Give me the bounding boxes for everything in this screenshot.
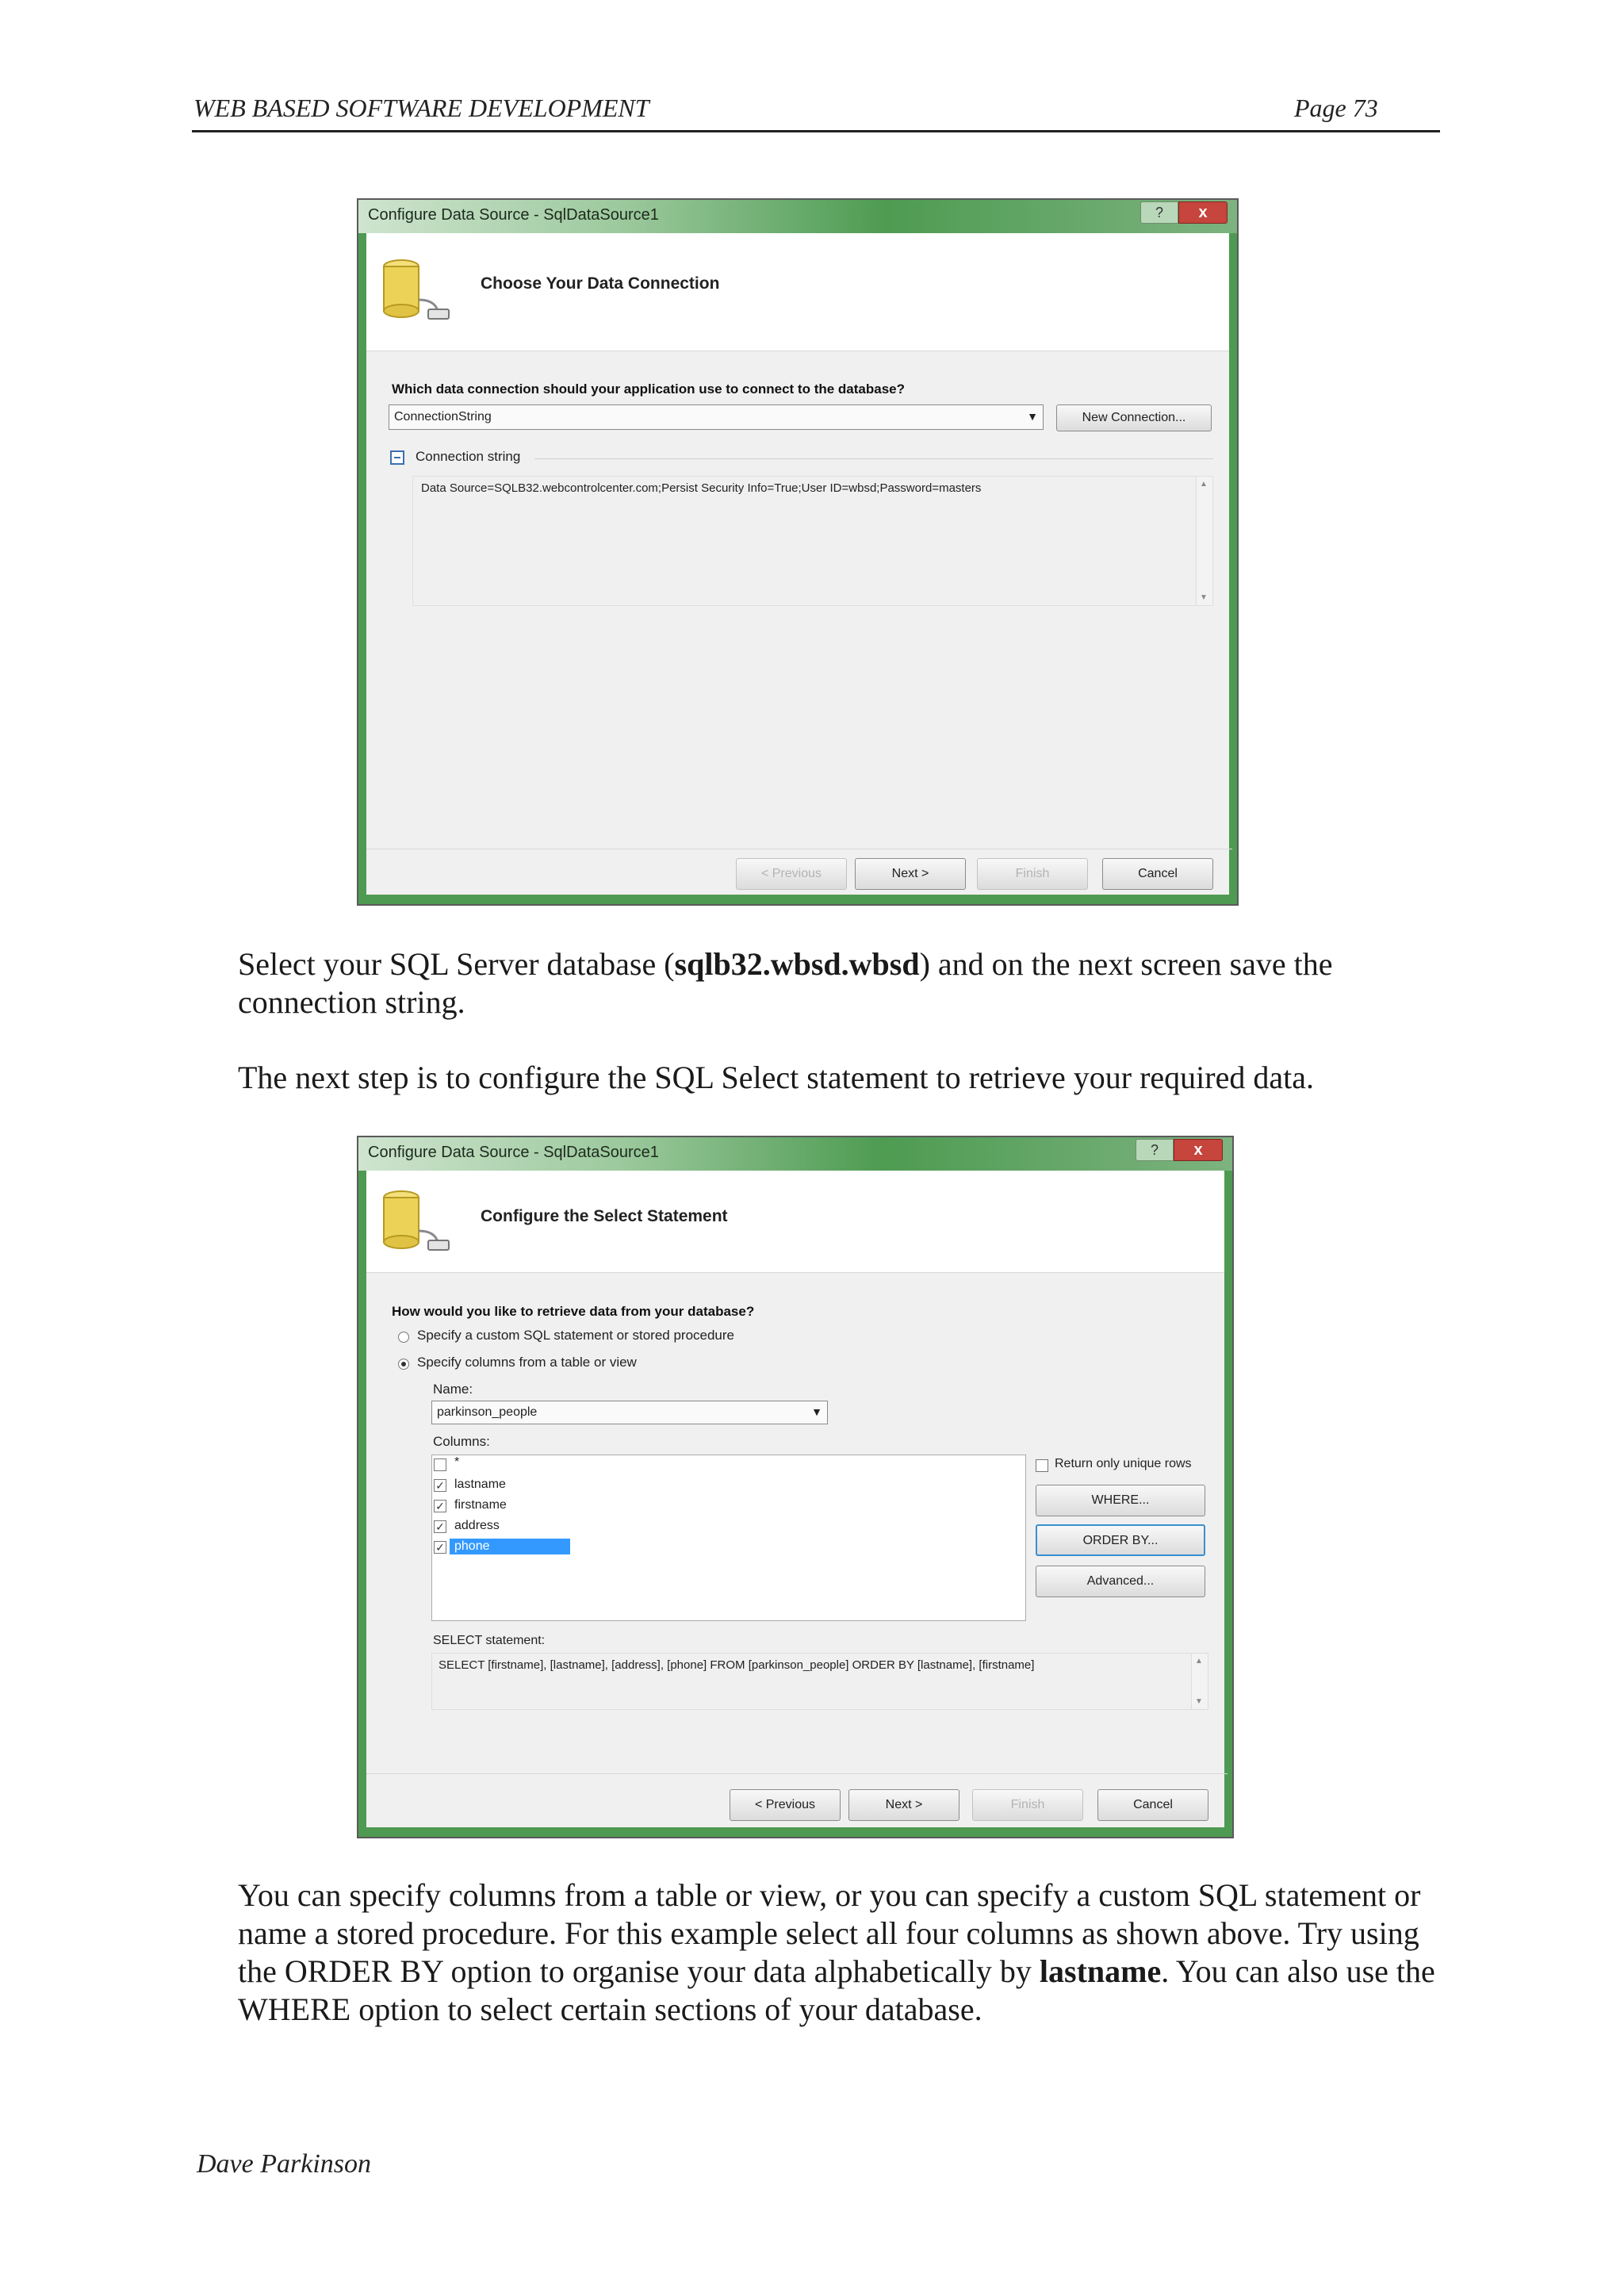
collapse-toggle-icon[interactable] <box>390 450 404 465</box>
connection-string-box[interactable] <box>412 476 1213 606</box>
dialog-title: Configure Data Source - SqlDataSource1 <box>368 206 659 224</box>
cancel-button[interactable]: Cancel <box>1097 1789 1208 1821</box>
order-by-button[interactable]: ORDER BY... <box>1036 1524 1205 1556</box>
dialog-header-band <box>366 1171 1224 1273</box>
column-checkbox-lastname[interactable]: ✓ <box>434 1479 446 1492</box>
header-rule <box>192 130 1440 132</box>
new-connection-button[interactable]: New Connection... <box>1056 404 1212 431</box>
next-button[interactable]: Next > <box>848 1789 959 1821</box>
dialog-heading: Choose Your Data Connection <box>481 274 720 293</box>
dialog-title-bar <box>358 200 1237 233</box>
column-label-all: * <box>454 1455 460 1469</box>
p3-text-start: You can specify columns from a table or view, or you can specify a custom SQL statement or name a stored procedure. For this example select all four columns as shown above. Try using the ORDER BY option to organise your data alphabetically by <box>238 1877 1421 1989</box>
finish-button[interactable]: Finish <box>972 1789 1083 1821</box>
next-button[interactable]: Next > <box>855 858 966 890</box>
dialog-body <box>366 233 1229 895</box>
page-number: Page 73 <box>1294 94 1378 122</box>
name-label: Name: <box>433 1382 473 1397</box>
dialog-heading: Configure the Select Statement <box>481 1207 728 1225</box>
advanced-button[interactable]: Advanced... <box>1036 1566 1205 1597</box>
p1-text-end: ) and on the next screen save the connection string. <box>238 946 1333 1020</box>
radio-specify-columns-label: Specify columns from a table or view <box>417 1355 637 1370</box>
cancel-button[interactable]: Cancel <box>1102 858 1213 890</box>
paragraph-select-database <box>238 945 1459 1022</box>
radio-custom-sql[interactable] <box>398 1332 409 1343</box>
table-name-select[interactable] <box>431 1401 828 1424</box>
connection-question: Which data connection should your application use to connect to the database? <box>392 381 906 397</box>
chevron-down-icon: ▼ <box>811 1405 822 1418</box>
dialog-header-band <box>366 233 1229 351</box>
dialog-choose-connection <box>357 198 1239 906</box>
dialog-title-bar <box>358 1137 1232 1171</box>
close-button[interactable]: x <box>1174 1139 1223 1161</box>
database-name: sqlb32.wbsd.wbsd <box>674 946 920 982</box>
lastname-term: lastname <box>1039 1953 1162 1989</box>
running-header-title: WEB BASED SOFTWARE DEVELOPMENT <box>193 94 649 122</box>
radio-specify-columns[interactable] <box>398 1359 409 1370</box>
column-checkbox-address[interactable]: ✓ <box>434 1520 446 1533</box>
scroll-down-icon[interactable]: ▼ <box>1195 1697 1203 1706</box>
footer-divider <box>366 1773 1228 1774</box>
where-button[interactable]: WHERE... <box>1036 1485 1205 1516</box>
column-label-lastname: lastname <box>454 1478 506 1491</box>
finish-button[interactable]: Finish <box>977 858 1088 890</box>
help-button[interactable]: ? <box>1140 201 1178 224</box>
radio-custom-sql-label: Specify a custom SQL statement or stored procedure <box>417 1328 735 1343</box>
scrollbar[interactable] <box>1191 1654 1208 1709</box>
title-bar-buttons <box>1136 1139 1223 1161</box>
scrollbar[interactable] <box>1196 477 1212 605</box>
select-statement-value: SELECT [firstname], [lastname], [address], [phone] FROM [parkinson_people] ORDER BY [lastname], [firstname] <box>439 1658 1035 1672</box>
column-label-address: address <box>454 1519 500 1532</box>
connection-select-value: ConnectionString <box>394 410 492 424</box>
select-statement-label: SELECT statement: <box>433 1634 546 1647</box>
column-checkbox-all[interactable] <box>434 1458 446 1471</box>
column-label-phone: phone <box>450 1539 570 1554</box>
section-divider <box>534 458 1213 459</box>
table-name-value: parkinson_people <box>437 1405 538 1419</box>
database-icon <box>376 255 455 327</box>
unique-rows-checkbox[interactable] <box>1036 1459 1048 1472</box>
paragraph-next-step: The next step is to configure the SQL Select statement to retrieve your required data. <box>238 1060 1314 1095</box>
columns-list[interactable] <box>431 1455 1026 1621</box>
previous-button[interactable]: < Previous <box>730 1789 841 1821</box>
column-checkbox-firstname[interactable]: ✓ <box>434 1500 446 1512</box>
connection-select[interactable] <box>389 404 1044 430</box>
columns-label: Columns: <box>433 1434 490 1449</box>
scroll-down-icon[interactable]: ▼ <box>1200 593 1208 602</box>
dialog-title: Configure Data Source - SqlDataSource1 <box>368 1144 659 1161</box>
unique-rows-label: Return only unique rows <box>1055 1457 1192 1470</box>
database-icon <box>376 1186 455 1258</box>
footer-author: Dave Parkinson <box>197 2149 372 2179</box>
connection-string-value: Data Source=SQLB32.webcontrolcenter.com;Persist Security Info=True;User ID=wbsd;Password=masters <box>421 481 982 495</box>
column-label-firstname: firstname <box>454 1498 507 1512</box>
dialog-body <box>366 1171 1224 1827</box>
select-statement-box[interactable] <box>431 1653 1208 1710</box>
chevron-down-icon: ▼ <box>1027 410 1038 423</box>
column-checkbox-phone[interactable]: ✓ <box>434 1541 446 1554</box>
help-button[interactable]: ? <box>1136 1139 1174 1161</box>
connection-string-label: Connection string <box>416 449 521 464</box>
retrieve-question: How would you like to retrieve data from your database? <box>392 1304 755 1319</box>
title-bar-buttons <box>1140 201 1228 224</box>
dialog-configure-select <box>357 1136 1234 1838</box>
p1-text-start: Select your SQL Server database ( <box>238 946 675 982</box>
paragraph-columns-explanation <box>238 1876 1459 2029</box>
scroll-up-icon[interactable]: ▲ <box>1195 1657 1203 1665</box>
p3-text-end: . You can also use the WHERE option to select certain sections of your database. <box>238 1953 1435 2027</box>
scroll-up-icon[interactable]: ▲ <box>1200 480 1208 489</box>
previous-button[interactable]: < Previous <box>736 858 847 890</box>
close-button[interactable]: x <box>1178 201 1228 224</box>
